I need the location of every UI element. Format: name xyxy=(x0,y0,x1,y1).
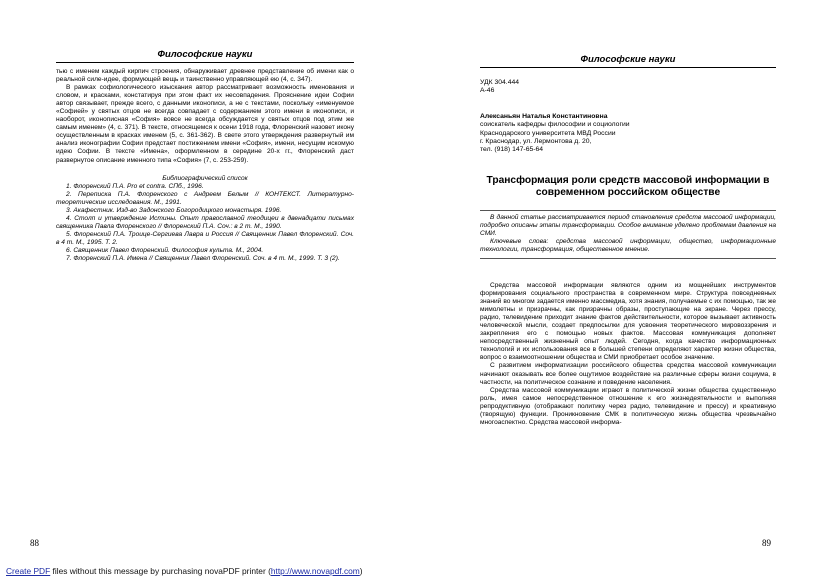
udk-code: УДК 304.444 xyxy=(480,79,520,86)
author-address: г. Краснодар, ул. Лермонтова д. 20, xyxy=(480,137,592,145)
right-page-number: 89 xyxy=(762,538,771,548)
footer-close-paren: ) xyxy=(359,566,363,576)
author-affiliation: соискатель кафедры философии и социологии xyxy=(480,121,630,129)
abstract-text: В данной статье рассматривается период становления средств массовой информации, подробно описаны этапы трансформации. Особое внимание уделено проблемам давления на СМИ. xyxy=(480,214,776,238)
novapdf-url-link[interactable]: http://www.novapdf.com xyxy=(270,566,360,576)
left-page-number: 88 xyxy=(30,538,39,548)
keywords-text: Ключевые слова: средства массовой информации, общество, информационные технологии, трансформация, общественное мнение. xyxy=(480,238,776,254)
author-affiliation: Краснодарского университета МВД России xyxy=(480,129,616,137)
left-page xyxy=(0,0,410,560)
author-block xyxy=(480,113,776,154)
bibliography-item: 4. Столп и утверждение Истины. Опыт православной теодицеи в двенадцати письмах священника Павла Флоренского // Флоренский П.А. Соч.: в 2 т. М., 1990. xyxy=(56,214,354,230)
bibliography-item: 7. Флоренский П.А. Имена // Священник Павел Флоренский. Соч. в 4 т. М., 1999. Т. 3 (2). xyxy=(66,255,340,263)
right-paragraph: Средства массовой информации являются одним из мощнейших инструментов формирования социального пространства в современном мире. Структура повседневных знаний во многом задается именно массмедиа, хотя знания, получаемые с их помощью, так же мимолетны и призрачны, как призрачны образы, проступающие на экране. Через прессу, радио, телевидение приходит знание фактов действительности, которое вызывает активность человеческой мысли, создает предпосылки для усвоения теоретического мировоззрения и закрепления его с помощью новых фактов. Массовая коммуникация дополняет непосредственный жизненный опыт людей. Сегодня, когда качество информационных технологий и их использования все в большей степени определяют характер жизни общества, вопрос о взаимоотношении общества и СМИ приобретает особое значение. xyxy=(480,282,776,362)
create-pdf-link[interactable]: Create PDF xyxy=(6,566,51,576)
abstract-box xyxy=(480,210,776,259)
right-running-header: Философские науки xyxy=(480,54,776,68)
bibliography-list xyxy=(56,183,354,263)
author-name: Алексаньян Наталья Константиновна xyxy=(480,113,608,120)
bibliography-item: 3. Акафестник. Изд-во Задонского Богородицкого монастыря. 1996. xyxy=(66,206,282,214)
bibliography-item: 5. Флоренский П.А. Троице-Сергиева Лавра и Россия // Священник Павел Флоренский. Соч. в 4 т. М., 1995. Т. 2. xyxy=(56,230,354,246)
left-paragraph: В рамках софиологического изыскания автор рассматривает возможность именования и словом, и красками, констатируя при этом факт их несовпадения. Прояснение идеи Софии автор связывает, прежде всего, с данными иконописи, а не с текстами, поскольку «именуемое «Софией» у святых отцов не всегда совпадает с содержанием этого имени в иконописи, и наоборот, иконописная «София» вовсе не всегда обсуждается у святых отцов под этим же самым именем» (4, с. 371). В тексте, относящемся к осени 1918 года, Флоренский назовет икону осуществленным в красках именем (5, с. 361-362). В свете этого утверждения развернутый им анализ иконографии Софии предстает постижением имени «София», имени, несущим искомую идею Софии. В тексте «Имена», оформленном в середине 20-х гг., Флоренский даст развернутое описание именного типа «София» (7, с. 253-259). xyxy=(56,84,354,164)
bibliography-item: 6. Священник Павел Флоренский. Философия культа. М., 2004. xyxy=(66,246,264,254)
right-paragraph: С развитием информатизации российского общества средства массовой коммуникации начинают оказывать все более ощутимое воздействие на различные сферы жизни социума, в частности, на политическое сознание и поведение населения. xyxy=(480,362,776,386)
pdf-footer-notice xyxy=(6,566,363,576)
right-page xyxy=(410,0,820,560)
article-meta-codes xyxy=(480,79,776,96)
bibliography-item: 1. Флоренский П.А. Pro et contra. СПб., 1996. xyxy=(66,182,204,190)
footer-message: files without this message by purchasing novaPDF printer ( xyxy=(50,566,271,576)
right-text-column xyxy=(480,282,776,427)
left-running-header: Философские науки xyxy=(56,49,354,63)
bibliography-item: 2. Переписка П.А. Флоренского с Андреем Белым // КОНТЕКСТ. Литературно-теоретические исследования. М., 1991. xyxy=(56,190,354,206)
index-code: А-46 xyxy=(480,87,495,95)
right-paragraph: Средства массовой коммуникации играют в политической жизни общества существенную роль, имея самое непосредственное отношение к его жизнедеятельности и выполняя репродуктивную (отображают политику через радио, телевидение и прессу) и креативную (творящую) функции. Проникновение СМК в политическую жизнь общества чрезвычайно многоаспектно. Средства массовой информа- xyxy=(480,386,776,426)
article-title: Трансформация роли средств массовой информации в современном российском обществе xyxy=(486,175,770,198)
left-text-column xyxy=(56,68,354,263)
bibliography-title: Библиографический список xyxy=(162,174,248,182)
author-phone: тел. (918) 147-65-64 xyxy=(480,146,544,154)
left-paragraph: тью с именем каждый кирпич строения, обнаруживает древнее представление об имени как о реальной силе-идее, формующей вещь и таинственно управляющей ею (4, с. 347). xyxy=(56,68,354,84)
